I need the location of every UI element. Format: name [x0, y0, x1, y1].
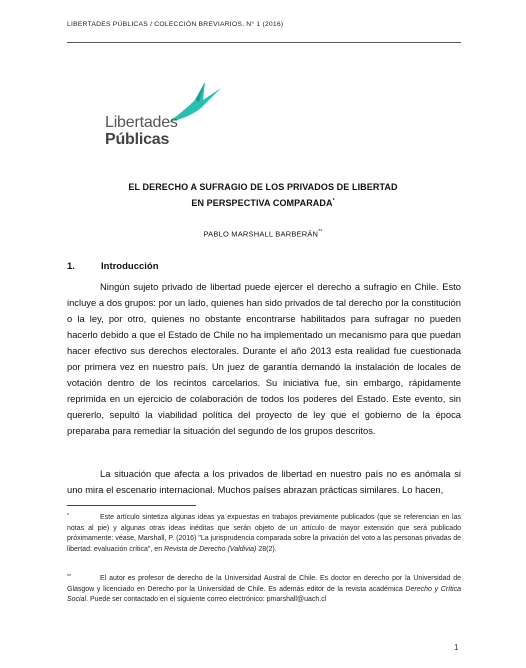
footnote-marker: **	[67, 574, 71, 580]
article-author: PABLO MARSHALL BARBERÁN**	[203, 229, 323, 239]
page-number: 1	[454, 643, 459, 652]
footnote-separator	[67, 505, 196, 506]
footnote-marker: *	[67, 513, 69, 519]
logo-text-libertades: Libertades	[105, 114, 178, 131]
body-paragraph: La situación que afecta a los privados de libertad en nuestro país no es anómala si uno mira el escenario internacional. Muchos países abrazan prácticas similares. Lo hacen,	[67, 468, 461, 495]
section-title: Introducción	[101, 261, 159, 272]
section-heading	[67, 261, 159, 272]
body-paragraph: Ningún sujeto privado de libertad puede ejercer el derecho a sufragio en Chile. Esto incluye a dos grupos: por un lado, quienes han sido privados de tal derecho por la constitución o la ley, por otro, quienes no obstante encontrarse habilitados para sufragar no pueden hacerlo debido a que el Estado de Chile no ha implementado un mecanismo para que puedan hacer efectivo sus derechos electorales. Durante el año 2013 esta realidad fue cuestionada por primera vez en nuestro país. Un juez de garantía demandó la instalación de locales de votación dentro de los recintos carcelarios. Su iniciativa fue, sin embargo, rápidamente reprimida en un ejercicio de colaboración de todos los poderes del Estado. Este evento, sin quererlo, sepultó la viabilidad política del proyecto de ley que el gobierno de la época preparaba para remediar la situación del segundo de los grupos descritos.	[67, 281, 461, 436]
footnote: ** El autor es profesor de derecho de la Universidad Austral de Chile. Es doctor en derecho por la Universidad de Glasgow y licenciado en Derecho por la Universidad de Chile. Es además editor de la revista académica Derecho y Crítica Social. Puede ser contactado en el siguiente correo electrónico: pmarshall@uach.cl	[67, 574, 461, 603]
article-title-line-2: EN PERSPECTIVA COMPARADA*	[191, 198, 335, 208]
libertades-publicas-logo	[105, 78, 225, 148]
header-rule	[67, 42, 461, 43]
article-title-line-1: EL DERECHO A SUFRAGIO DE LOS PRIVADOS DE LIBERTAD	[128, 182, 398, 192]
section-number: 1.	[67, 261, 75, 272]
logo-text-publicas: Públicas	[105, 131, 170, 148]
running-head: LIBERTADES PÚBLICAS / COLECCIÓN BREVIARIOS, N° 1 (2016)	[67, 21, 284, 28]
author-footnote-marker: **	[318, 229, 323, 235]
footnote: * Este artículo sintetiza algunas ideas ya expuestas en trabajos previamente publicados (que se referencian en las notas al pie) y algunas otras ideas inéditas que serán objeto de un artículo de mayor extensión que será publicado próximamente: véase, Marshall, P. (2016) "La jurisprudencia comparada sobre la privación del voto a las personas privadas de libertad: evaluación crítica", en Revista de Derecho (Valdivia) 28(2).	[67, 513, 461, 553]
title-footnote-marker: *	[332, 198, 335, 204]
